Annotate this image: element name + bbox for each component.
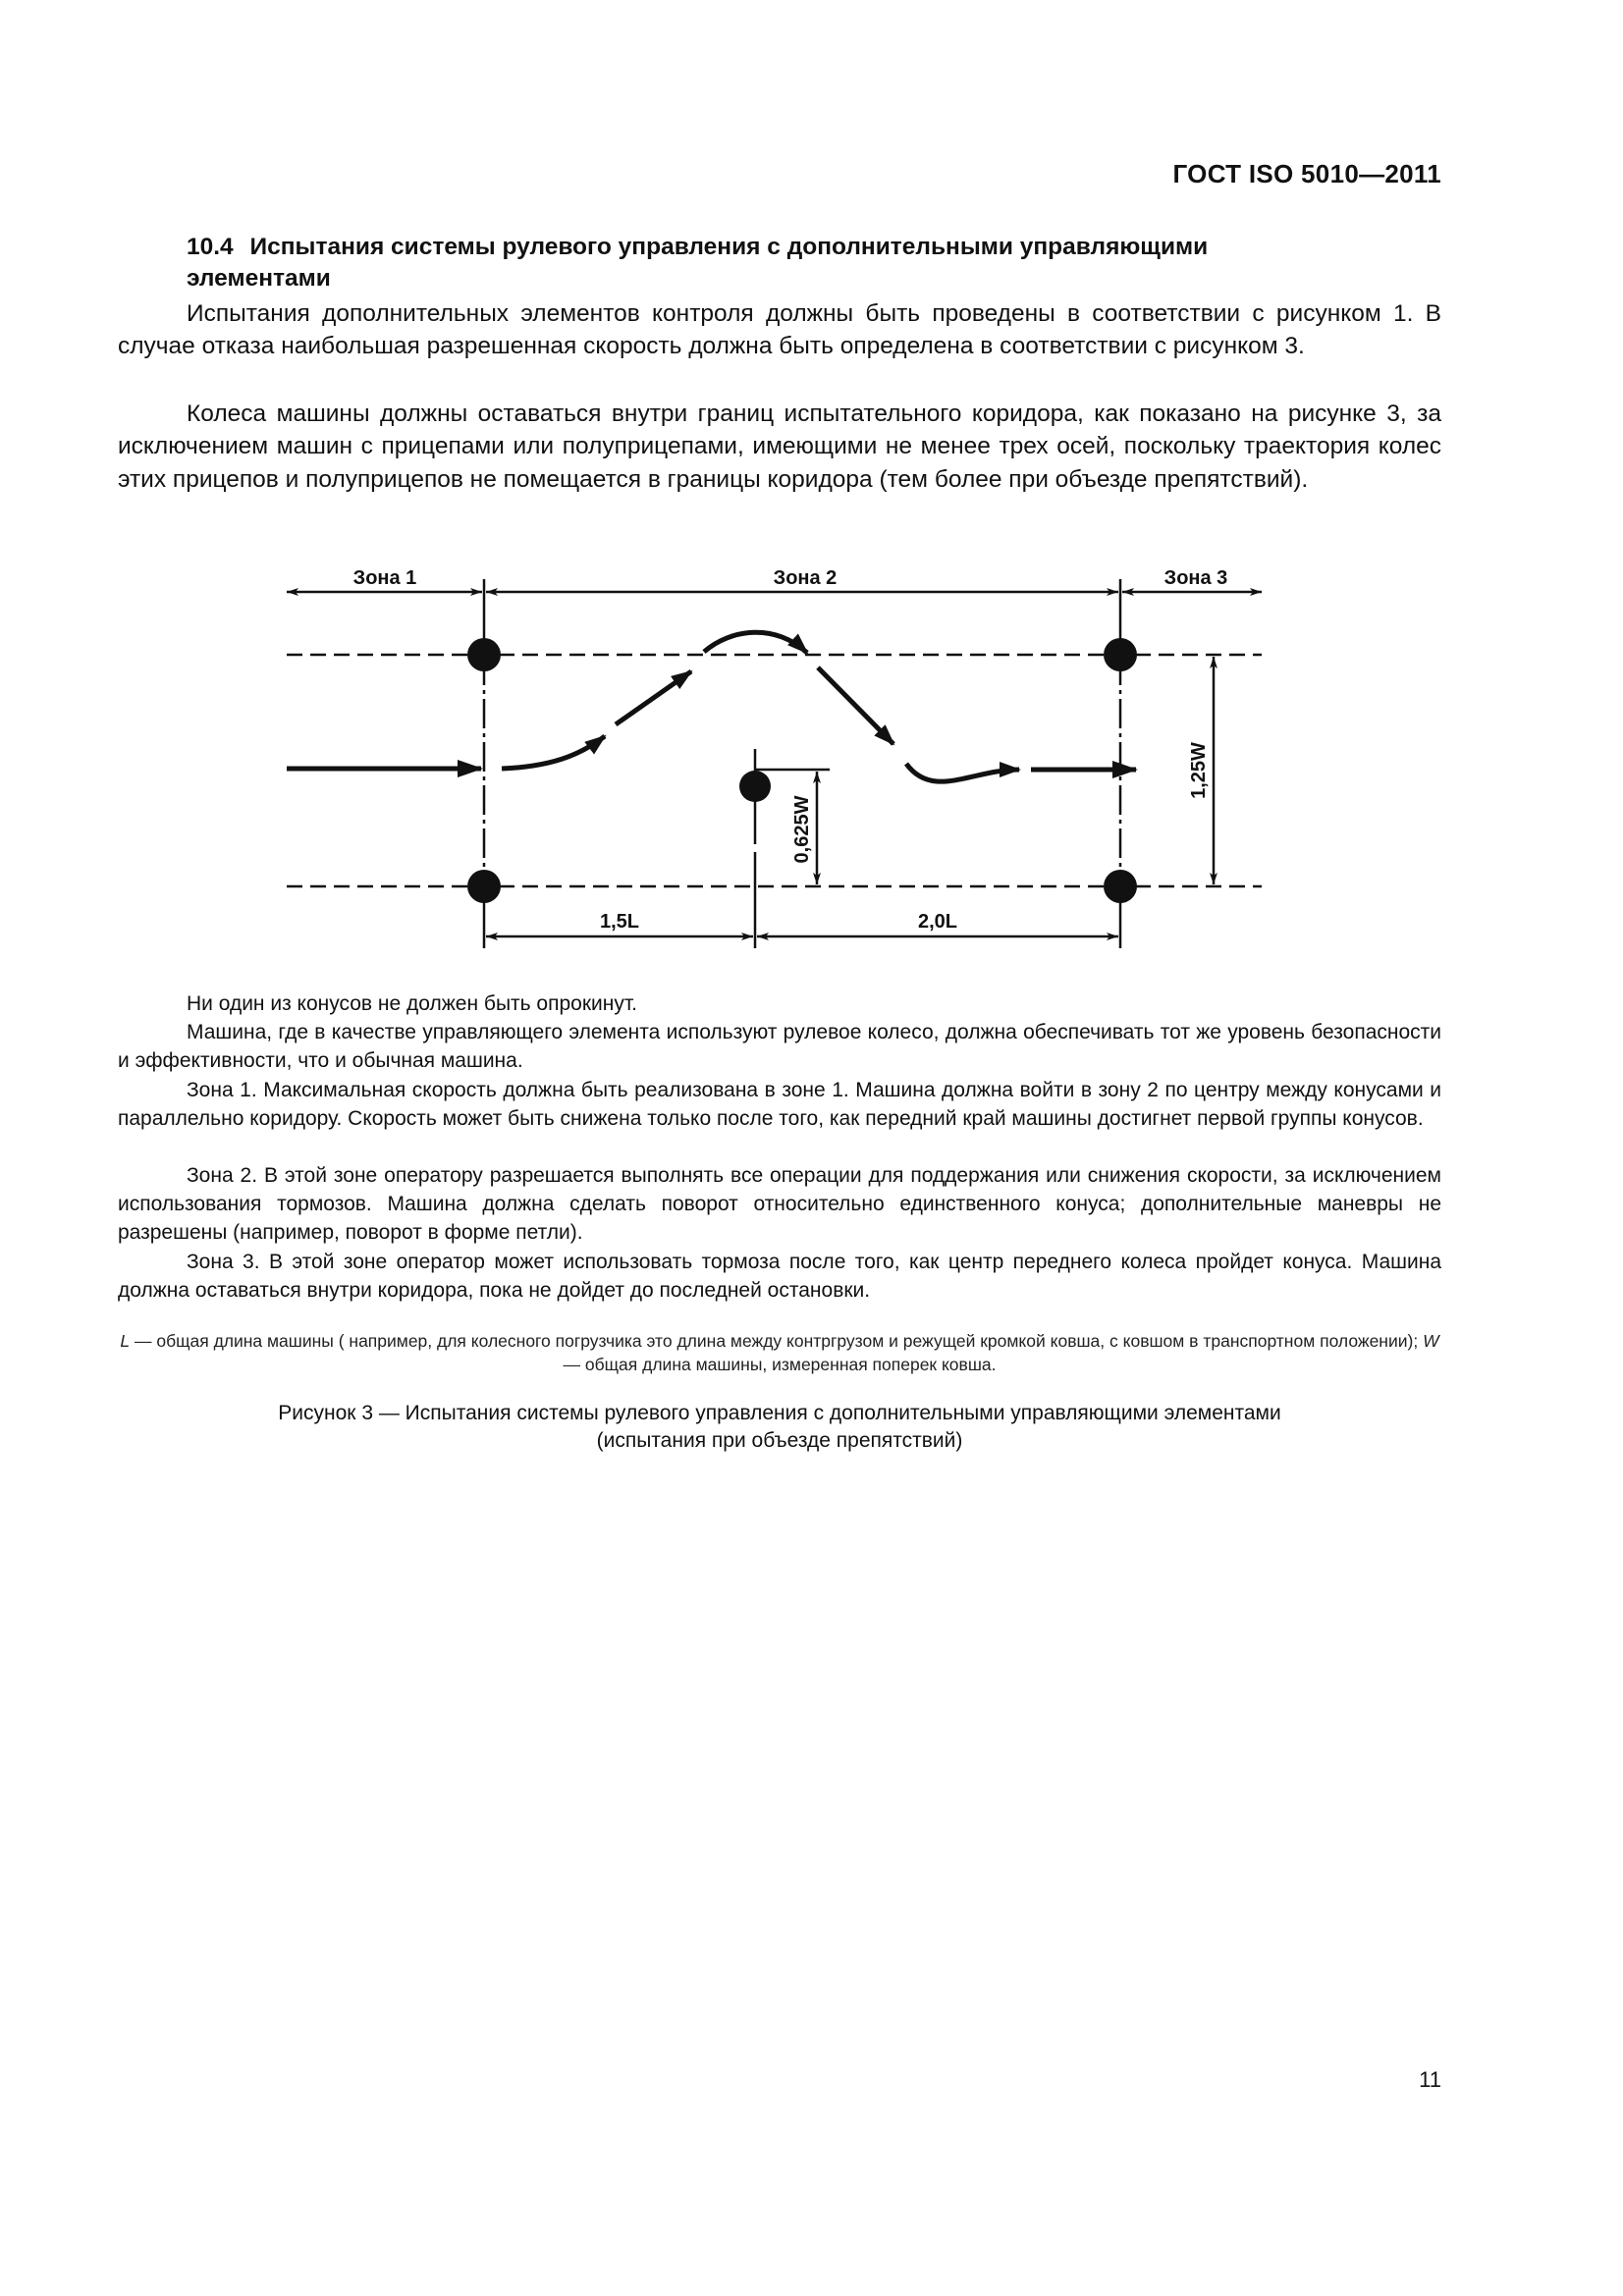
intro-paragraph-1-text: Испытания дополнительных элементов контроля должны быть проведены в соответствии с рисунком 1. В случае отказа наибольшая разрешенная скорость должна быть определена в соответствии с рисунком 3.	[118, 300, 1441, 360]
note-zone-2-text: Зона 2. В этой зоне оператору разрешается выполнять все операции для поддержания или снижения скорости, за исключением использования тормозов. Машина должна сделать поворот относительно единственного конуса; дополнительные маневры не разрешены (например, поворот в форме петли).	[118, 1164, 1441, 1245]
note-zone-3	[118, 1248, 1441, 1305]
legend-l-text: — общая длина машины ( например, для колесного погрузчика это длина между контргрузом и режущей кромкой ковша, с ковшом в транспортном положении);	[130, 1331, 1424, 1351]
note-zone-2	[118, 1161, 1441, 1248]
page-number: 11	[1419, 2067, 1441, 2092]
dim-0625w-label: 0,625W	[791, 795, 813, 864]
center-cone-icon	[739, 771, 771, 802]
note-paragraph-1-text: Ни один из конусов не должен быть опрокинут.	[187, 992, 637, 1015]
section-number: 10.4	[187, 234, 234, 260]
cone-icon	[1104, 870, 1137, 903]
figure-caption-line1: Рисунок 3 — Испытания системы рулевого управления с дополнительными управляющими элементами	[278, 1402, 1281, 1424]
dim-125w-label: 1,25W	[1188, 742, 1210, 799]
note-paragraph-1	[118, 989, 1441, 1018]
dim-15l-label: 1,5L	[599, 911, 640, 933]
note-zone-1	[118, 1076, 1441, 1133]
zone-1-label: Зона 1	[352, 567, 417, 589]
intro-paragraph-2-text: Колеса машины должны оставаться внутри границ испытательного коридора, как показано на рисунке 3, за исключением машин с прицепами или полуприцепами, имеющими не менее трех осей, поскольку траектория колес этих прицепов и полуприцепов не помещается в границы коридора (тем более при объезде препятствий).	[118, 400, 1441, 493]
zone-2-label: Зона 2	[773, 567, 838, 589]
section-title-line1: Испытания системы рулевого управления с дополнительными управляющими	[249, 234, 1209, 260]
cone-icon	[1104, 638, 1137, 671]
note-zone-1-text: Зона 1. Максимальная скорость должна быть реализована в зоне 1. Машина должна войти в зону 2 по центру между конусами и параллельно коридору. Скорость может быть снижена только после того, как передний край машины достигнет первой группы конусов.	[118, 1079, 1441, 1131]
length-dimensions	[486, 911, 1118, 936]
obstacle-course-diagram	[0, 0, 1623, 982]
legend-w-text: — общая длина машины, измеренная поперек ковша.	[563, 1355, 997, 1374]
section-title-line2: элементами	[187, 265, 331, 292]
figure-legend	[118, 1329, 1441, 1376]
note-paragraph-2-text: Машина, где в качестве управляющего элемента используют рулевое колесо, должна обеспечивать тот же уровень безопасности и эффективности, что и обычная машина.	[118, 1021, 1441, 1073]
document-standard-header: ГОСТ ISO 5010—2011	[1172, 159, 1441, 188]
legend-w-symbol: W	[1423, 1331, 1439, 1351]
note-paragraph-2	[118, 1018, 1441, 1075]
zone-3-label: Зона 3	[1163, 567, 1228, 589]
legend-l-symbol: L	[120, 1331, 131, 1351]
figure-caption	[118, 1400, 1441, 1455]
gate-axes	[484, 579, 1120, 948]
note-zone-3-text: Зона 3. В этой зоне оператор может использовать тормоза после того, как центр переднего колеса пройдет конуса. Машина должна оставаться внутри коридора, пока не дойдет до последней остановки.	[118, 1251, 1441, 1303]
cone-icon	[467, 638, 501, 671]
zone-dimension-row	[287, 567, 1262, 592]
dim-20l-label: 2,0L	[917, 911, 958, 933]
cone-icon	[467, 870, 501, 903]
figure-caption-line2: (испытания при объезде препятствий)	[596, 1429, 963, 1452]
width-dimensions	[755, 657, 1214, 884]
